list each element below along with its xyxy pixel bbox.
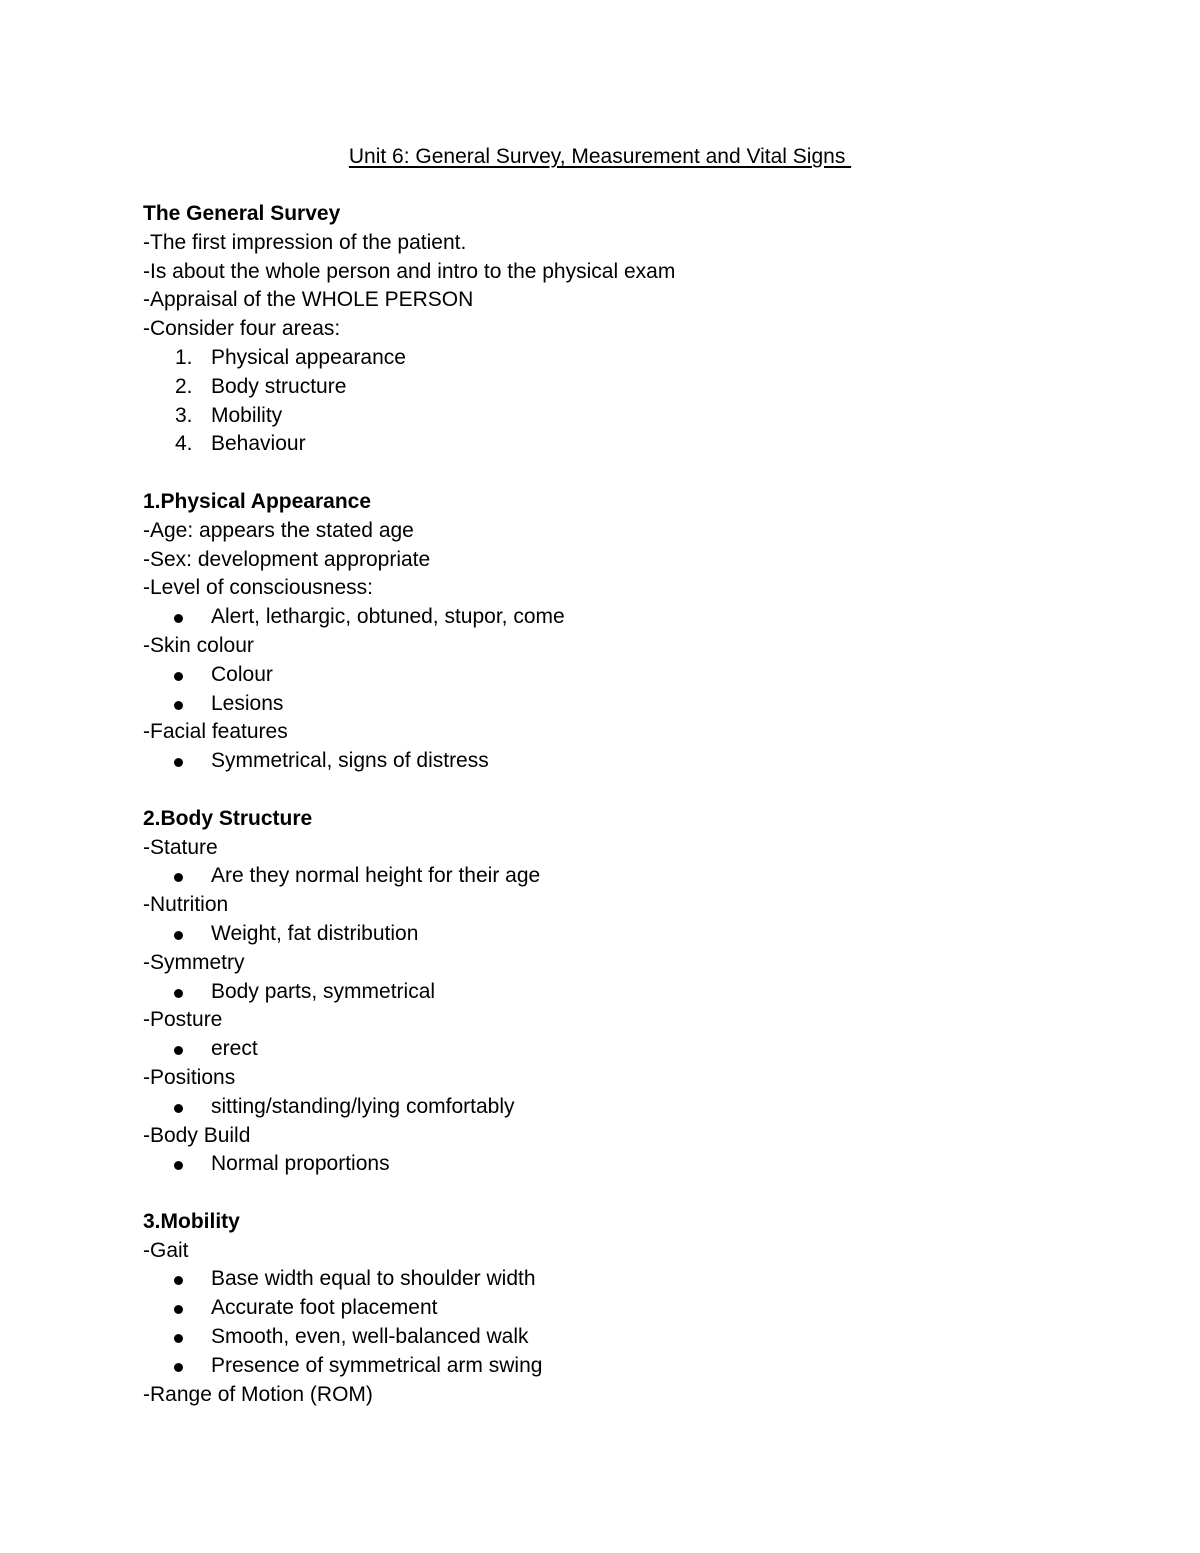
bullet-text: Body parts, symmetrical — [211, 979, 436, 1003]
bullet-text: Normal proportions — [211, 1152, 390, 1176]
text-line: -Sex: development appropriate — [143, 547, 431, 571]
bullet-text: Smooth, even, well-balanced walk — [211, 1325, 529, 1349]
text-line: -Appraisal of the WHOLE PERSON — [143, 288, 474, 312]
bullet-item — [143, 1035, 1143, 1064]
bullet-item — [143, 603, 1143, 632]
bullet-icon — [174, 1334, 183, 1343]
section-heading-physical-appearance: 1.Physical Appearance — [143, 489, 372, 513]
text-line: -Nutrition — [143, 893, 229, 917]
bullet-item — [143, 661, 1143, 690]
bullet-text: sitting/standing/lying comfortably — [211, 1094, 515, 1118]
bullet-icon — [174, 1104, 183, 1113]
bullet-item — [143, 1265, 1143, 1294]
bullet-text: erect — [211, 1037, 258, 1061]
text-line: -Posture — [143, 1008, 223, 1032]
bullet-icon — [174, 758, 183, 767]
bullet-item — [143, 1294, 1143, 1323]
text-line: -Positions — [143, 1065, 236, 1089]
page-title: Unit 6: General Survey, Measurement and Vital Signs — [348, 145, 852, 168]
bullet-icon — [174, 614, 183, 623]
document-body — [143, 200, 1143, 1409]
bullet-item — [143, 1093, 1143, 1122]
text-line: -Stature — [143, 835, 218, 859]
bullet-text: Presence of symmetrical arm swing — [211, 1353, 543, 1377]
list-number: 4. — [175, 432, 193, 456]
paragraph-gap — [143, 1179, 1143, 1208]
text-line: -Symmetry — [143, 950, 245, 974]
bullet-text: Lesions — [211, 691, 284, 715]
bullet-text: Base width equal to shoulder width — [211, 1267, 536, 1291]
bullet-icon — [174, 989, 183, 998]
paragraph-gap — [143, 776, 1143, 805]
numbered-item — [143, 430, 1143, 459]
paragraph-gap — [143, 459, 1143, 488]
text-line: -Skin colour — [143, 633, 254, 657]
bullet-text: Symmetrical, signs of distress — [211, 749, 489, 773]
bullet-item — [143, 862, 1143, 891]
bullet-item — [143, 1323, 1143, 1352]
text-line: -The first impression of the patient. — [143, 230, 467, 254]
bullet-icon — [174, 1363, 183, 1372]
bullet-icon — [174, 701, 183, 710]
bullet-icon — [174, 1305, 183, 1314]
text-line: -Range of Motion (ROM) — [143, 1382, 373, 1406]
list-number: 2. — [175, 374, 193, 398]
bullet-item — [143, 690, 1143, 719]
numbered-item — [143, 344, 1143, 373]
text-line: -Level of consciousness: — [143, 576, 373, 600]
numbered-item — [143, 402, 1143, 431]
bullet-icon — [174, 1276, 183, 1285]
text-line: -Is about the whole person and intro to the physical exam — [143, 259, 676, 283]
numbered-item-text: Mobility — [211, 403, 283, 427]
numbered-item — [143, 373, 1143, 402]
bullet-text: Are they normal height for their age — [211, 864, 541, 888]
bullet-icon — [174, 1161, 183, 1170]
bullet-icon — [174, 672, 183, 681]
section-heading-general-survey: The General Survey — [143, 202, 341, 225]
text-line: -Gait — [143, 1238, 189, 1262]
bullet-item — [143, 1352, 1143, 1381]
bullet-item — [143, 920, 1143, 949]
numbered-item-text: Behaviour — [211, 432, 306, 456]
numbered-item-text: Physical appearance — [211, 345, 406, 369]
bullet-item — [143, 747, 1143, 776]
numbered-item-text: Body structure — [211, 374, 347, 398]
text-line: -Age: appears the stated age — [143, 518, 414, 542]
bullet-text: Colour — [211, 662, 273, 686]
text-line: -Body Build — [143, 1123, 251, 1147]
bullet-item — [143, 1150, 1143, 1179]
bullet-icon — [174, 931, 183, 940]
list-number: 3. — [175, 403, 193, 427]
list-number: 1. — [175, 345, 193, 369]
section-heading-body-structure: 2.Body Structure — [143, 806, 313, 830]
bullet-icon — [174, 873, 183, 882]
bullet-text: Weight, fat distribution — [211, 921, 419, 945]
bullet-text: Alert, lethargic, obtuned, stupor, come — [211, 605, 565, 629]
text-line: -Consider four areas: — [143, 317, 341, 341]
bullet-item — [143, 978, 1143, 1007]
bullet-icon — [174, 1046, 183, 1055]
text-line: -Facial features — [143, 720, 288, 744]
bullet-text: Accurate foot placement — [211, 1296, 438, 1320]
section-heading-mobility: 3.Mobility — [143, 1209, 240, 1233]
